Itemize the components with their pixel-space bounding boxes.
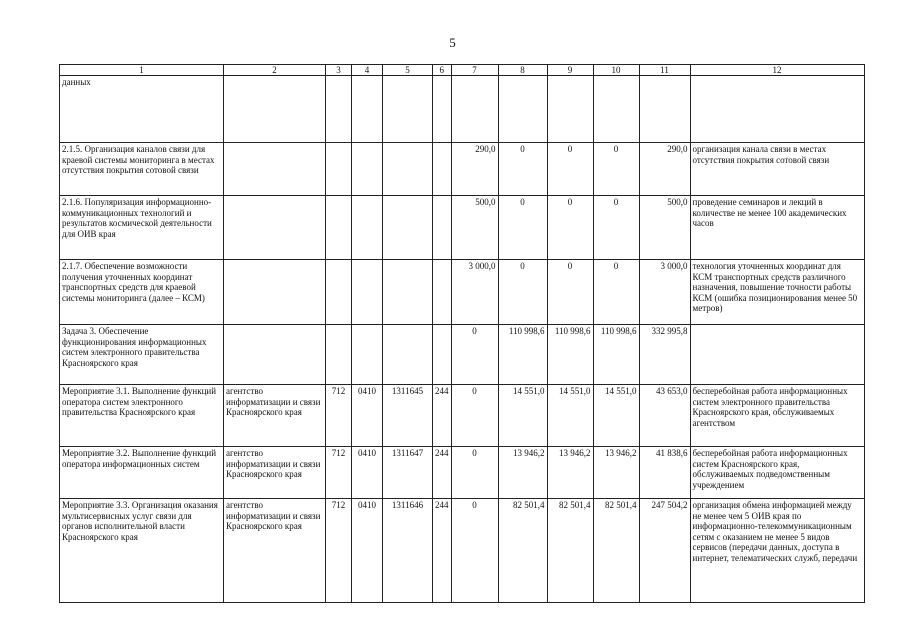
expected-result: бесперебойная работа информационных систем Красноярского края, обслуживаемых подведомственным учреждением bbox=[690, 447, 864, 499]
amount-col-8: 0 bbox=[498, 143, 547, 196]
amount-col-8: 82 501,4 bbox=[498, 499, 547, 603]
grbs-code: 712 bbox=[326, 499, 352, 603]
amount-total bbox=[639, 76, 690, 143]
activity-name: 2.1.6. Популяризация информационно-коммуникационных технологий и результатов космической деятельности для ОИВ края bbox=[60, 196, 224, 260]
target-article-code bbox=[383, 196, 433, 260]
amount-col-7: 0 bbox=[451, 325, 498, 385]
section-code bbox=[352, 260, 383, 325]
executor bbox=[224, 260, 326, 325]
target-article-code bbox=[383, 76, 433, 143]
page-number: 5 bbox=[449, 35, 456, 50]
amount-col-9: 13 946,2 bbox=[547, 447, 593, 499]
amount-col-10: 0 bbox=[593, 196, 639, 260]
column-header: 4 bbox=[352, 65, 383, 76]
expense-type-code bbox=[433, 196, 452, 260]
target-article-code: 1311646 bbox=[383, 499, 433, 603]
amount-col-10: 14 551,0 bbox=[593, 385, 639, 447]
amount-col-7 bbox=[451, 76, 498, 143]
table-row bbox=[60, 385, 865, 447]
section-code bbox=[352, 76, 383, 143]
amount-col-8: 13 946,2 bbox=[498, 447, 547, 499]
amount-col-8: 14 551,0 bbox=[498, 385, 547, 447]
amount-col-9: 0 bbox=[547, 196, 593, 260]
target-article-code: 1311645 bbox=[383, 385, 433, 447]
expense-type-code bbox=[433, 325, 452, 385]
amount-col-9: 110 998,6 bbox=[547, 325, 593, 385]
amount-col-10: 13 946,2 bbox=[593, 447, 639, 499]
amount-col-7: 0 bbox=[451, 499, 498, 603]
section-code bbox=[352, 143, 383, 196]
expected-result: проведение семинаров и лекций в количестве не менее 100 академических часов bbox=[690, 196, 864, 260]
executor bbox=[224, 325, 326, 385]
table-row bbox=[60, 260, 865, 325]
amount-col-7: 0 bbox=[451, 385, 498, 447]
section-code: 0410 bbox=[352, 385, 383, 447]
column-header: 9 bbox=[547, 65, 593, 76]
column-header: 3 bbox=[326, 65, 352, 76]
executor bbox=[224, 76, 326, 143]
amount-col-7: 500,0 bbox=[451, 196, 498, 260]
grbs-code bbox=[326, 76, 352, 143]
activity-name: Мероприятие 3.2. Выполнение функций оператора информационных систем bbox=[60, 447, 224, 499]
column-header: 12 bbox=[690, 65, 864, 76]
executor: агентство информатизации и связи Красноярского края bbox=[224, 447, 326, 499]
amount-col-9: 0 bbox=[547, 260, 593, 325]
activity-name: Мероприятие 3.3. Организация оказания мультисервисных услуг связи для органов исполнительной власти Красноярского края bbox=[60, 499, 224, 603]
target-article-code bbox=[383, 143, 433, 196]
grbs-code: 712 bbox=[326, 447, 352, 499]
target-article-code bbox=[383, 260, 433, 325]
table-row bbox=[60, 196, 865, 260]
expense-type-code: 244 bbox=[433, 385, 452, 447]
amount-col-10: 0 bbox=[593, 143, 639, 196]
activity-name: 2.1.7. Обеспечение возможности получения уточненных координат транспортных средств для краевой системы мониторинга (далее – КСМ) bbox=[60, 260, 224, 325]
column-header: 2 bbox=[224, 65, 326, 76]
expected-result bbox=[690, 76, 864, 143]
expense-type-code bbox=[433, 76, 452, 143]
amount-total: 43 653,0 bbox=[639, 385, 690, 447]
amount-total: 247 504,2 bbox=[639, 499, 690, 603]
executor bbox=[224, 196, 326, 260]
amount-col-10: 110 998,6 bbox=[593, 325, 639, 385]
column-header: 8 bbox=[498, 65, 547, 76]
amount-col-8 bbox=[498, 76, 547, 143]
target-article-code bbox=[383, 325, 433, 385]
section-code bbox=[352, 196, 383, 260]
amount-col-9: 14 551,0 bbox=[547, 385, 593, 447]
expected-result: организация обмена информацией между не менее чем 5 ОИВ края по информационно-телекоммуникационным сетям с оказанием не менее 5 видов сервисов (передачи данных, доступа в интернет, телематических служб, передачи bbox=[690, 499, 864, 603]
amount-col-7: 0 bbox=[451, 447, 498, 499]
section-code: 0410 bbox=[352, 499, 383, 603]
expense-type-code: 244 bbox=[433, 499, 452, 603]
expense-type-code: 244 bbox=[433, 447, 452, 499]
amount-col-7: 290,0 bbox=[451, 143, 498, 196]
activity-name: 2.1.5. Организация каналов связи для краевой системы мониторинга в местах отсутствия покрытия сотовой связи bbox=[60, 143, 224, 196]
amount-total: 3 000,0 bbox=[639, 260, 690, 325]
amount-total: 290,0 bbox=[639, 143, 690, 196]
target-article-code: 1311647 bbox=[383, 447, 433, 499]
amount-col-10: 0 bbox=[593, 260, 639, 325]
section-code: 0410 bbox=[352, 447, 383, 499]
amount-col-7: 3 000,0 bbox=[451, 260, 498, 325]
executor bbox=[224, 143, 326, 196]
expected-result: технология уточненных координат для КСМ транспортных средств различного назначения, повышение точности работы КСМ (ошибка позиционирования менее 50 метров) bbox=[690, 260, 864, 325]
grbs-code: 712 bbox=[326, 385, 352, 447]
column-number-row bbox=[60, 65, 865, 76]
amount-total: 41 838,6 bbox=[639, 447, 690, 499]
amount-col-8: 110 998,6 bbox=[498, 325, 547, 385]
expected-result: бесперебойная работа информационных систем электронного правительства Красноярского края, обслуживаемых агентством bbox=[690, 385, 864, 447]
grbs-code bbox=[326, 196, 352, 260]
table-row bbox=[60, 325, 865, 385]
amount-col-9: 0 bbox=[547, 143, 593, 196]
grbs-code bbox=[326, 143, 352, 196]
grbs-code bbox=[326, 260, 352, 325]
activity-name: данных bbox=[60, 76, 224, 143]
amount-col-10 bbox=[593, 76, 639, 143]
table-row bbox=[60, 143, 865, 196]
table-row bbox=[60, 76, 865, 143]
executor: агентство информатизации и связи Красноярского края bbox=[224, 385, 326, 447]
amount-col-10: 82 501,4 bbox=[593, 499, 639, 603]
task-name: Задача 3. Обеспечение функционирования информационных систем электронного правительства Красноярского края bbox=[60, 325, 224, 385]
amount-col-8: 0 bbox=[498, 196, 547, 260]
expense-type-code bbox=[433, 143, 452, 196]
amount-col-8: 0 bbox=[498, 260, 547, 325]
column-header: 10 bbox=[593, 65, 639, 76]
expected-result: организация канала связи в местах отсутствия покрытия сотовой связи bbox=[690, 143, 864, 196]
table-row bbox=[60, 499, 865, 603]
column-header: 11 bbox=[639, 65, 690, 76]
expense-type-code bbox=[433, 260, 452, 325]
grbs-code bbox=[326, 325, 352, 385]
amount-total: 500,0 bbox=[639, 196, 690, 260]
program-activities-table bbox=[59, 64, 865, 603]
amount-col-9 bbox=[547, 76, 593, 143]
section-code bbox=[352, 325, 383, 385]
column-header: 5 bbox=[383, 65, 433, 76]
table-row bbox=[60, 447, 865, 499]
amount-total: 332 995,8 bbox=[639, 325, 690, 385]
column-header: 1 bbox=[60, 65, 224, 76]
amount-col-9: 82 501,4 bbox=[547, 499, 593, 603]
executor: агентство информатизации и связи Красноярского края bbox=[224, 499, 326, 603]
column-header: 6 bbox=[433, 65, 452, 76]
column-header: 7 bbox=[451, 65, 498, 76]
expected-result bbox=[690, 325, 864, 385]
activity-name: Мероприятие 3.1. Выполнение функций оператора систем электронного правительства Красноярского края bbox=[60, 385, 224, 447]
